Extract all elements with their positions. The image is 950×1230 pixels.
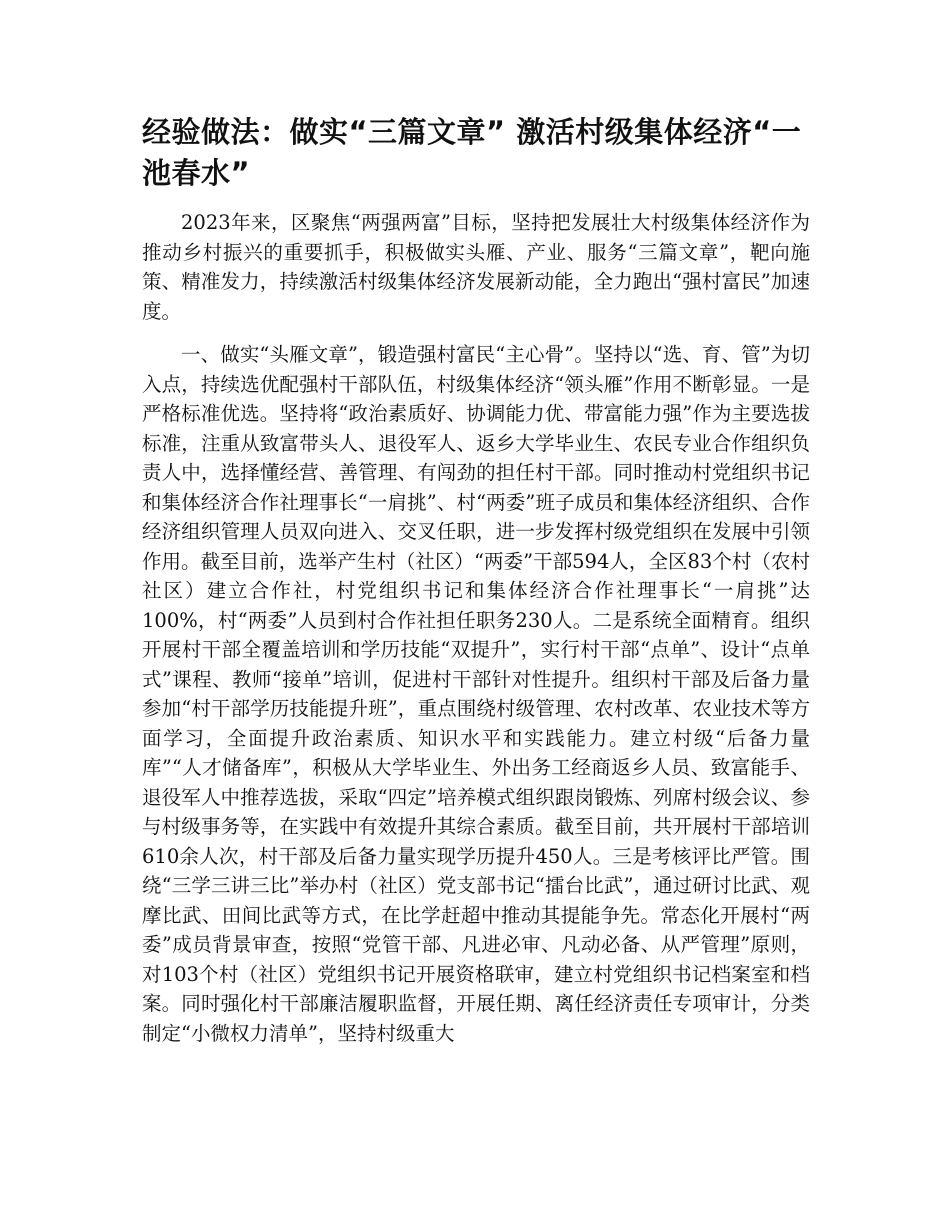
document-body — [142, 208, 810, 1048]
body-paragraph: 一、做实“头雁文章”，锻造强村富民“主心骨”。坚持以“选、育、管”为切入点，持续选优配强村干部队伍，村级集体经济“领头雁”作用不断彰显。一是严格标准优选。坚持将“政治素质好、协调能力优、带富能力强”作为主要选拔标准，注重从致富带头人、退役军人、返乡大学毕业生、农民专业合作组织负责人中，选择懂经营、善管理、有闯劲的担任村干部。同时推动村党组织书记和集体经济合作社理事长“一肩挑”、村“两委”班子成员和集体经济组织、合作经济组织管理人员双向进入、交叉任职，进一步发挥村级党组织在发展中引领作用。截至目前，选举产生村（社区）“两委”干部594人，全区83个村（农村社区）建立合作社，村党组织书记和集体经济合作社理事长“一肩挑”达100%，村“两委”人员到村合作社担任职务230人。二是系统全面精育。组织开展村干部全覆盖培训和学历技能“双提升”，实行村干部“点单”、设计“点单式”课程、教师“接单”培训，促进村干部针对性提升。组织村干部及后备力量参加“村干部学历技能提升班”，重点围绕村级管理、农村改革、农业技术等方面学习，全面提升政治素质、知识水平和实践能力。建立村级“后备力量库”“人才储备库”，积极从大学毕业生、外出务工经商返乡人员、致富能手、退役军人中推荐选拔，采取“四定”培养模式组织跟岗锻炼、列席村级会议、参与村级事务等，在实践中有效提升其综合素质。截至目前，共开展村干部培训610余人次，村干部及后备力量实现学历提升450人。三是考核评比严管。围绕“三学三讲三比”举办村（社区）党支部书记“擂台比武”，通过研讨比武、观摩比武、田间比武等方式，在比学赶超中推动其提能争先。常态化开展村“两委”成员背景审查，按照“党管干部、凡进必审、凡动必备、从严管理”原则，对103个村（社区）党组织书记开展资格联审，建立村党组织书记档案室和档案。同时强化村干部廉洁履职监督，开展任期、离任经济责任专项审计，分类制定“小微权力清单”，坚持村级重大 — [142, 343, 810, 1045]
intro-paragraph: 2023年来，区聚焦“两强两富”目标，坚持把发展壮大村级集体经济作为推动乡村振兴的重要抓手，积极做实头雁、产业、服务“三篇文章”，靶向施策、精准发力，持续激活村级集体经济发展新动能，全力跑出“强村富民”加速度。 — [142, 211, 810, 323]
document-title: 经验做法：做实“三篇文章” 激活村级集体经济“一池春水” — [142, 115, 802, 190]
